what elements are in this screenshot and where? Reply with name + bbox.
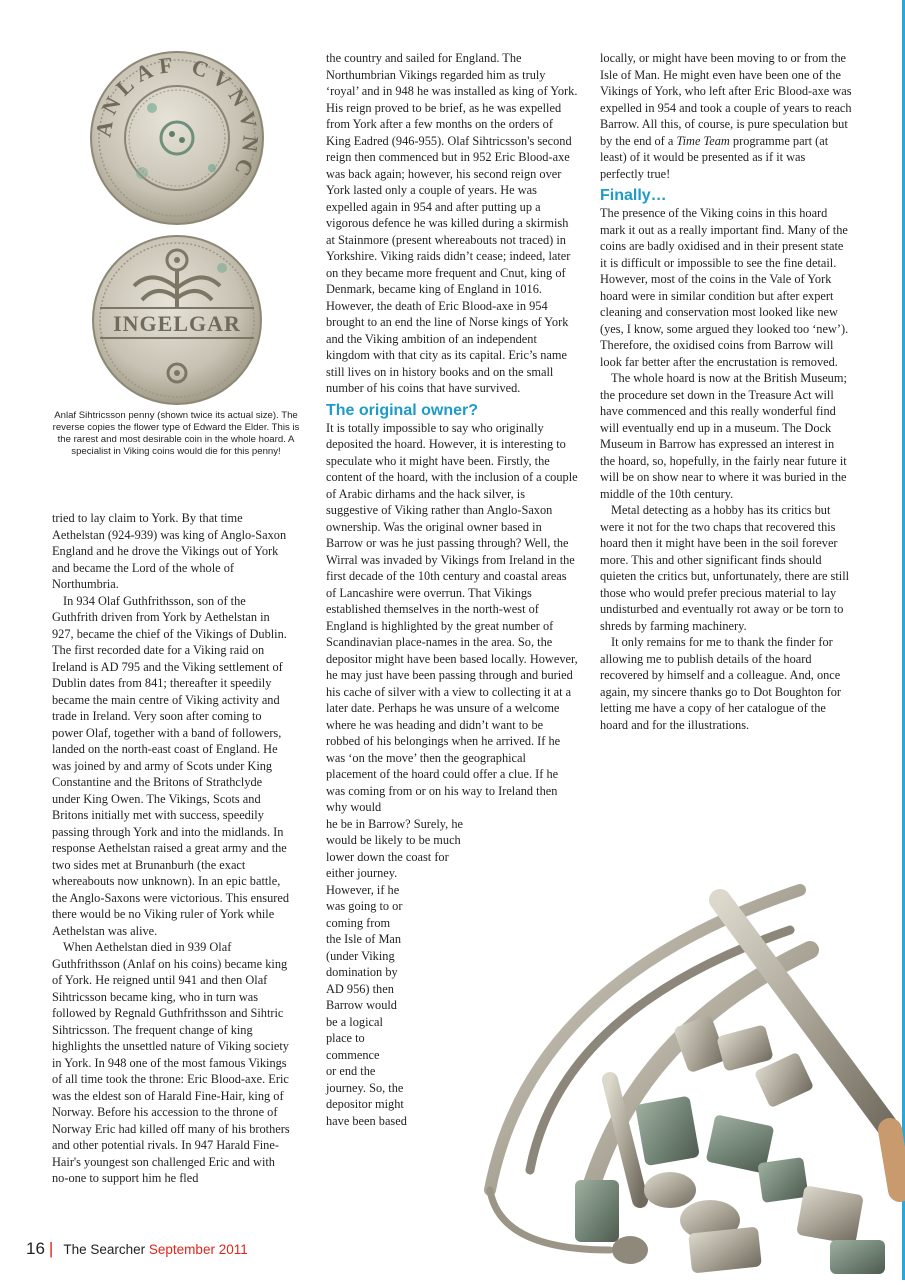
paragraph: In 934 Olaf Guthfrithsson, son of the Guthfrith driven from York by Aethelstan in 927, became the chief of the Vikings of Dublin. The first recorded date for a Viking raid on Ireland is AD 795 and the Viking settlement of Dublin dates from 841; thereafter it speedily became the main centre of Viking activity and trade in Ireland. Very soon after coming to power Olaf, together with a band of followers, landed on the north-east coast of England. He was joined by and army of Scots under King Constantine and the Britons of Strathclyde under King Owen. The Vikings, Scots and Britons initially met with success, speedily passing through York and into the midlands. In response Aethelstan raised a great army and the two sides met at Brunanburh (the exact whereabouts now unknown). In an epic battle, the Anglo-Saxons were victorious. This ensured there would be no Viking ruler of York while Aethelstan was alive. [52,593,290,938]
text-line: (under Viking [326,948,395,963]
coin-obverse-legend: ANLAF CVNVNC [90,51,264,186]
text-line: place to [326,1031,365,1045]
page-number: 16 [26,1239,45,1258]
coin-reverse [93,236,261,404]
paragraph: the country and sailed for England. The Northumbrian Vikings regarded him as truly ‘royal’ and in 948 he was installed as king of York. His reign proved to be brief, as he was expelled from York after a few months on the orders of King Eadred (946-955). Olaf Sihtricsson's second reign then commenced but in 952 Eric Blood-axe was back again; however, his second reign over York lasted only a couple of years. He was expelled again in 954 and after putting up a vigorous defence he was killed during a skirmish at Stainmore (present whereabouts not traced) in Yorkshire. Viking raids didn’t cease; indeed, later on they became more frequent and Cnut, king of Denmark, became king of England in 1016. However, the death of Eric Blood-axe in 954 brought to an end the line of Norse kings of York and the Viking ambition of an independent kingdom with that city as its capital. Eric’s name still lives on in history books and on the small number of his coins that have survived. [326,51,578,395]
text-line: the Isle of Man [326,932,402,946]
coin-reverse-legend: INGELGAR [113,311,241,336]
text-line: would be likely to be much [326,833,461,847]
text-line: However, if he [326,882,400,897]
text-line: lower down the coast for [326,849,449,864]
coin-illustration [82,48,272,408]
text-line: commence [326,1047,380,1062]
text-line: Barrow would [326,998,397,1012]
subheading-finally: Finally… [600,187,667,204]
paragraph: locally, or might have been moving to or from the Isle of Man. He might even have been one of the Vikings of York, who left after Eric Blood-axe was expelled in 954 and took a couple of years to reach Barrow. All this, of course, is pure speculation but by the end of a Time Team programme part (at least) of it would be presented as if it was perfectly true! [600,51,852,181]
text-line: be a logical [326,1014,383,1029]
text-line: journey. So, the [326,1080,404,1095]
page-footer [26,1237,248,1261]
hack-silver-image [470,860,905,1280]
text-line: he be in Barrow? Surely, he [326,816,463,831]
coin-obverse [90,52,263,224]
subheading-original-owner: The original owner? [326,401,479,419]
issue-date: September 2011 [148,1242,248,1257]
programme-title: Time Team [676,133,730,148]
text-line: coming from [326,915,391,930]
paragraph: It only remains for me to thank the finder for allowing me to publish details of the hoard recovered by himself and a colleague. And, once again, my sincere thanks go to Dot Boughton for letting me have a copy of her catalogue of the hoard and for the illustrations. [600,635,842,732]
text-line: domination by [326,965,398,979]
text-line: depositor might [326,1097,404,1111]
text-line: was going to or [326,899,403,913]
text-line: have been based [326,1113,407,1128]
hack-silver-photo [470,860,905,1280]
text-line: or end the [326,1064,376,1078]
text-line: AD 956) then [326,981,394,996]
paragraph: When Aethelstan died in 939 Olaf Guthfrithsson (Anlaf on his coins) became king of York. He reigned until 941 and then Olaf Sihtricsson became king, who in turn was followed by Regnald Guthfrithsson and Sihtric Sihtricsson. The frequent change of king highlights the unsettled nature of Viking society in York. In 948 one of the most famous Vikings of all time took the throne: Eric Blood-axe. Eric was the eldest son of Harald Fine-Hair, king of Norway. Before his accession to the throne of Norway Eric had killed off many of his brothers and other potential rivals. In 947 Harald Fine-Hair's youngest son challenged Eric and with no-one to support him he fled [52,940,290,1185]
text-line: either journey. [326,866,398,880]
column-3 [600,50,852,733]
paragraph: It is totally impossible to say who originally deposited the hoard. However, it is interesting to speculate who it might have been. Firstly, the content of the hoard, with the inclusion of a couple of Arabic dirhams and the hack silver, is suggestive of Viking rather than Anglo-Saxon ownership. Was the original owner based in Barrow or was he just passing through? Well, the Wirral was invaded by Vikings from Ireland in the first decade of the 10th century and coastal areas of Lancashire were overrun. That Vikings established themselves in the north-west of England is highlighted by the great number of Scandinavian place-names in the area. So, the depositor might have been based locally. However, he may just have been passing through and buried his cache of silver with a view to collecting it at a later date. Perhaps he was unsure of a welcome where he was heading and didn’t want to be robbed of his belongings when he arrived. If he was ‘on the move’ then the geographical placement of the hoard could offer a clue. If he was coming from or on his way to Ireland then why would [326,420,578,814]
anlaf-penny-image [82,48,272,408]
paragraph: Metal detecting as a hobby has its critics but were it not for the two chaps that recovered this hoard then it might have been in the soil forever more. This and other significant finds should quieten the critics but, unfortunately, there are still those who would prefer precious material to lay undisturbed and eventually rot away or be torn to shreds by farming machinery. [600,503,850,633]
footer-divider: | [48,1239,54,1258]
column-1 [52,510,290,1187]
paragraph: tried to lay claim to York. By that time Aethelstan (924-939) was king of Anglo-Saxon England and he drove the Vikings out of York and became the Lord of the whole of Northumbria. [52,511,287,591]
magazine-name: The Searcher [63,1242,146,1257]
paragraph: The whole hoard is now at the British Museum; the procedure set down in the Treasure Act will have commenced and this really wonderful find will eventually end up in a museum. The Dock Museum in Barrow has expressed an interest in the hoard, so, hopefully, in the fairly near future it will be on show near to where it was buried in the middle of the 10th century. [600,371,847,501]
paragraph: The presence of the Viking coins in this hoard mark it out as a really important find. Many of the coins are badly oxidised and in their present state it is difficult or impossible to see the fine detail. However, most of the coins in the Vale of York hoard were in similar condition but after expert cleaning and conservation most looked like new (yes, I know, some argued they looked too ‘new’). Therefore, the oxidised coins from Barrow will look far better after the encrustation is removed. [600,206,849,369]
coin-caption: Anlaf Sihtricsson penny (shown twice its actual size). The reverse copies the flower type of Edward the Elder. This is the rarest and most desirable coin in the whole hoard. A specialist in Viking coins would die for this penny! [52,410,300,457]
